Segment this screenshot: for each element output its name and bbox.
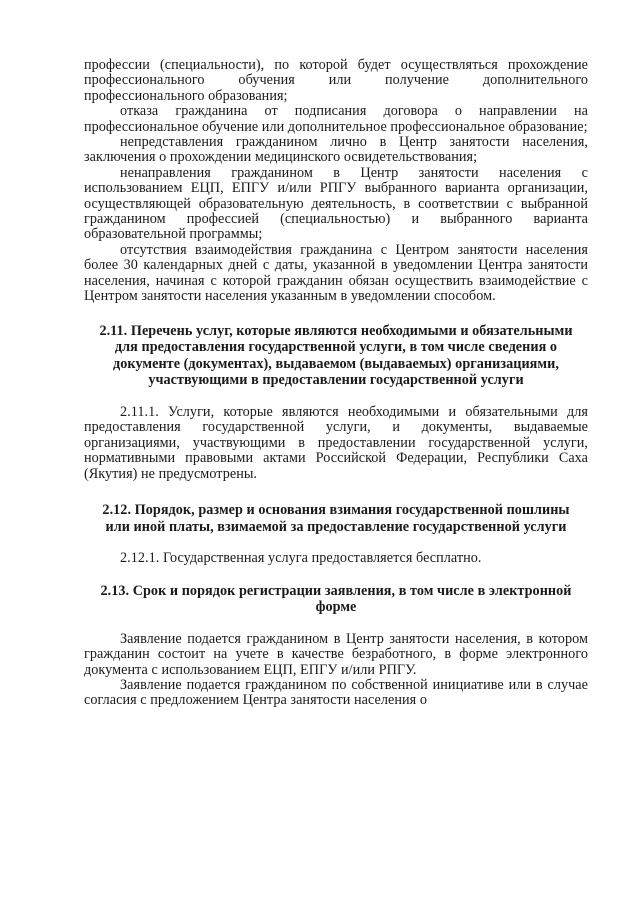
section-2-13-text-2: Заявление подается гражданином по собственной инициативе или в случае согласия с предложением Центра занятости населения о — [84, 676, 588, 709]
section-2-12-heading: 2.12. Порядок, размер и основания взимания государственной пошлины или иной платы, взимаемой за предоставление государственной услуги — [102, 501, 570, 535]
section-2-13-heading: 2.13. Срок и порядок регистрации заявления, в том числе в электронной форме — [100, 582, 572, 616]
paragraph-medical: непредставления гражданином лично в Центр занятости населения, заключения о прохождении медицинского освидетельствования; — [84, 134, 588, 166]
paragraph-no-interaction: отсутствия взаимодействия гражданина с Центром занятости населения более 30 календарных дней с даты, указанной в уведомлении Центра занятости населения, начиная с которой гражданин обязан осуществить взаимодействие с Центром занятости населения указанным в уведомлении способом. — [84, 241, 588, 305]
document-page — [84, 58, 588, 709]
paragraph-refusal: отказа гражданина от подписания договора о направлении на профессиональное обучение или дополнительное профессиональное образование; — [84, 103, 588, 135]
section-2-12-text: 2.12.1. Государственная услуга предоставляется бесплатно. — [120, 550, 482, 567]
paragraph-profession: профессии (специальности), по которой будет осуществляться прохождение профессионального обучения или получение дополнительного профессионального образования; — [84, 57, 588, 104]
section-2-13-text-1: Заявление подается гражданином в Центр занятости населения, в котором гражданин состоит на учете в качестве безработного, в форме электронного документа с использованием ЕЦП, ЕПГУ и/или РПГУ. — [84, 630, 588, 678]
section-2-11-heading: 2.11. Перечень услуг, которые являются необходимыми и обязательными для предоставления государственной услуги, в том числе сведения о документе (документах), выдаваемом (выдаваемых) организациями, участвующими в предоставлении государственной услуги — [99, 322, 573, 389]
section-2-11-text: 2.11.1. Услуги, которые являются необходимыми и обязательными для предоставления государственной услуги, и документы, выдаваемые организациями, участвующими в предоставлении государственной услуги, нормативными правовыми актами Российской Федерации, Республики Саха (Якутия) не предусмотрены. — [84, 403, 588, 482]
paragraph-non-submission: ненаправления гражданином в Центр занятости населения с использованием ЕЦП, ЕПГУ и/или РПГУ выбранного варианта организации, осуществляющей образовательную деятельность, в соответствии с выбранной гражданином профессией (специальностью) и выбранного варианта образовательной программы; — [84, 164, 588, 243]
